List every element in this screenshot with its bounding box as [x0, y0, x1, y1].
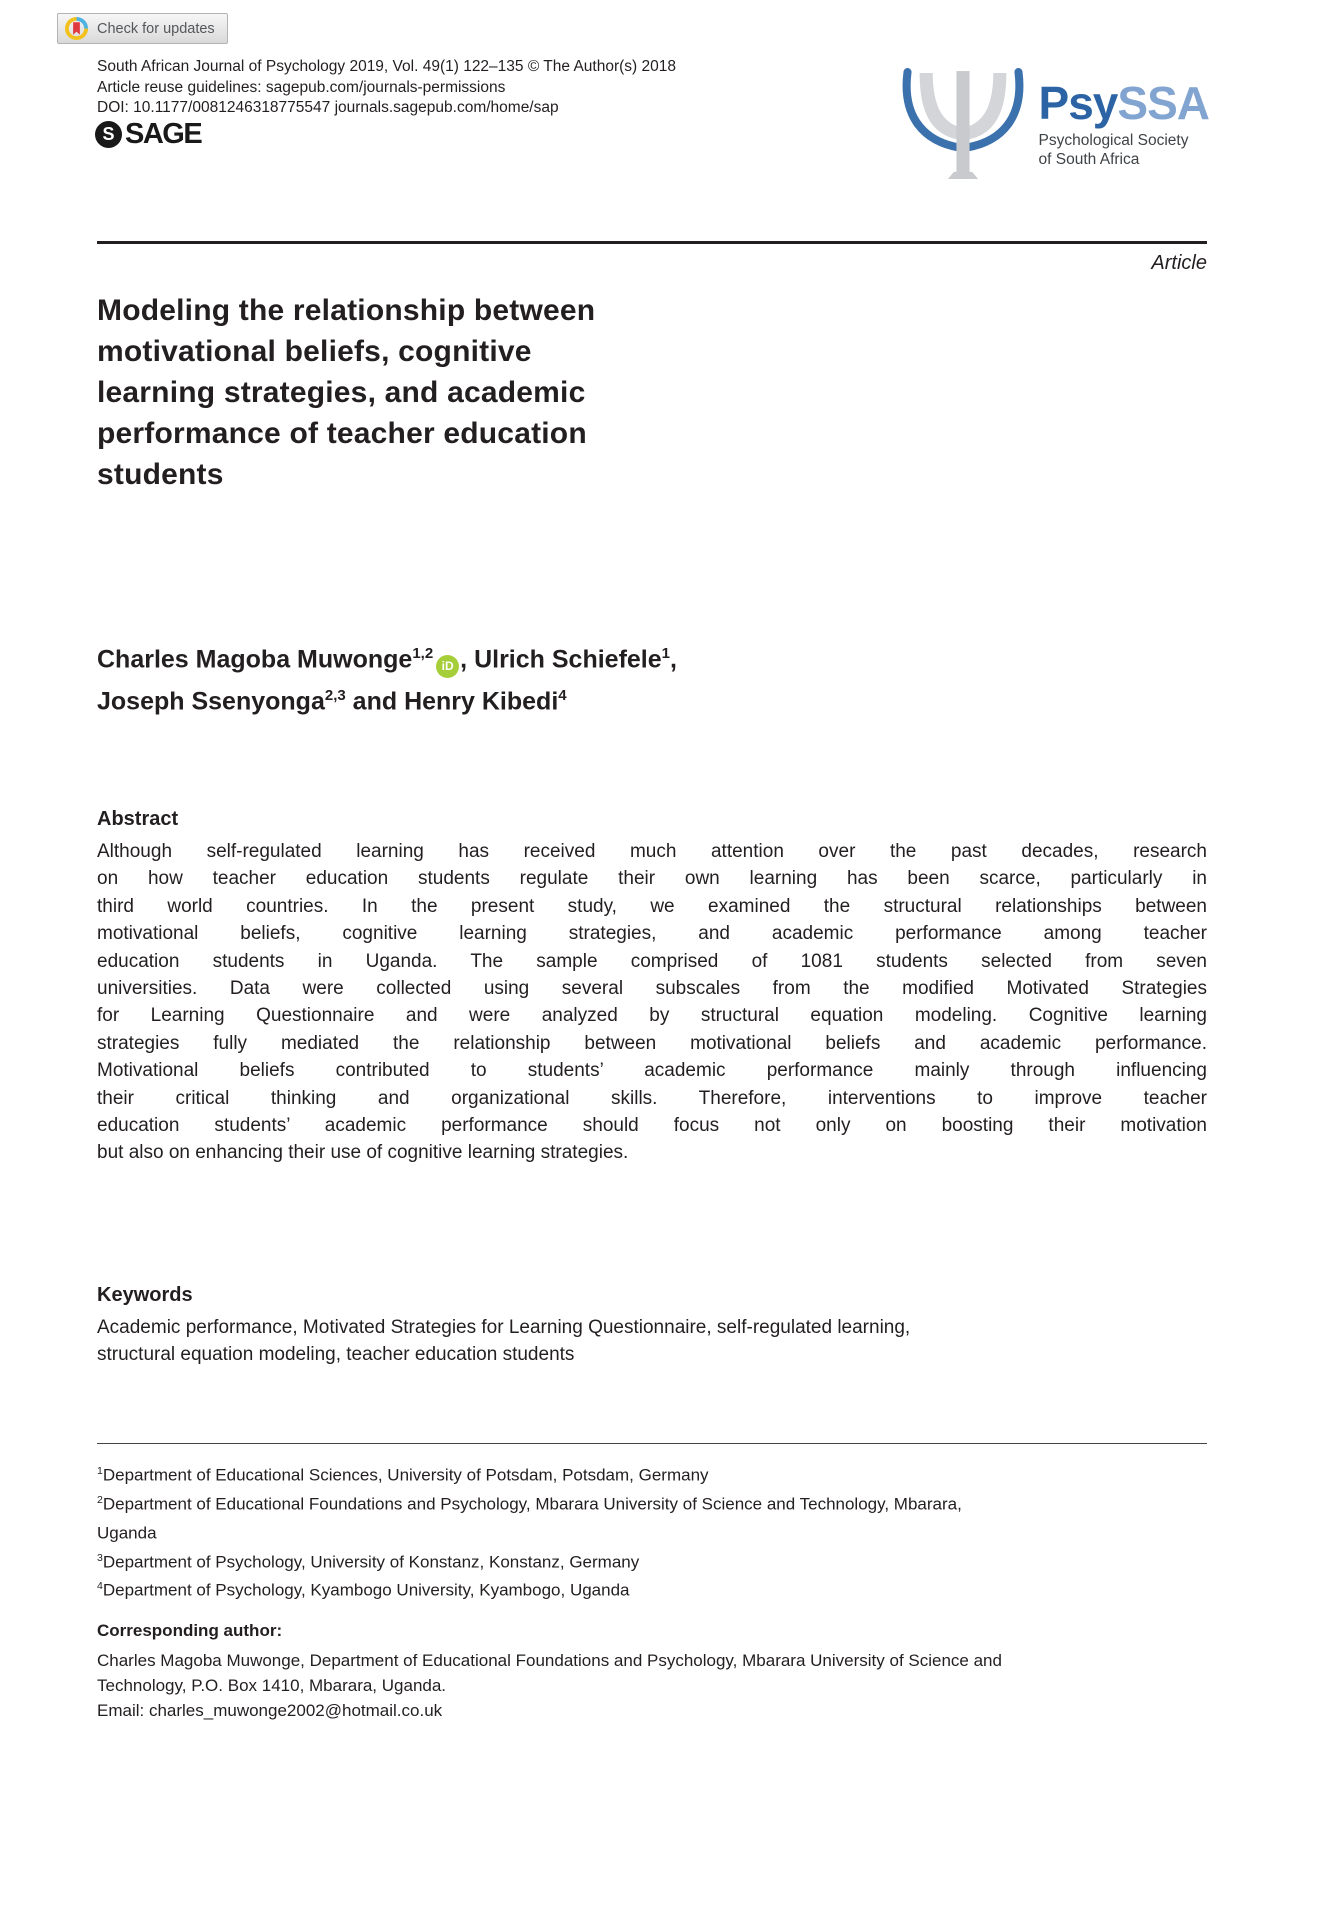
sage-logo-icon: S [95, 121, 122, 148]
author-affil-sup: 1 [661, 645, 670, 662]
keywords-line: Academic performance, Motivated Strategies for Learning Questionnaire, self-regulated learning, [97, 1317, 911, 1338]
psyssa-psi-icon [897, 66, 1029, 180]
psyssa-wordmark: PsySSA [1038, 77, 1209, 129]
author-list [97, 636, 1207, 719]
orcid-icon[interactable]: iD [436, 655, 459, 678]
abstract-line: third world countries. In the present study, we examined the structural relationships between [97, 895, 1207, 917]
corresponding-line: Email: charles_muwonge2002@hotmail.co.uk [97, 1701, 443, 1721]
affiliation-line: $^4$Department of Psychology, Kyambogo University, Kyambogo, Uganda [97, 1580, 630, 1601]
page-title: Modeling the relationship between motivational beliefs, cognitive learning strategies, and academic performance of teacher education students [97, 294, 596, 491]
article-type-label: Article [1151, 252, 1207, 274]
corresponding-line: Technology, P.O. Box 1410, Mbarara, Uganda. [97, 1676, 447, 1696]
author-affil-sup: 2,3 [324, 686, 346, 704]
abstract-line: Motivational beliefs contributed to students’ academic performance mainly through influencing [97, 1060, 1207, 1082]
journal-masthead [97, 57, 676, 119]
sage-wordmark: SAGE [125, 118, 202, 150]
psyssa-tagline: Psychological Society of South Africa [1038, 132, 1189, 168]
author-line-1 [97, 636, 1207, 678]
abstract-line: Although self-regulated learning has received much attention over the past decades, research [97, 841, 1207, 862]
abstract-line: but also on enhancing their use of cognitive learning strategies. [97, 1142, 629, 1164]
author-line-2 [97, 678, 1207, 719]
affiliations-list [97, 1459, 1207, 1603]
abstract-line: motivational beliefs, cognitive learning strategies, and academic performance among teacher [97, 923, 1207, 945]
check-for-updates-button[interactable] [57, 13, 228, 44]
author-name: Henry Kibedi [404, 687, 559, 716]
abstract-heading: Abstract [97, 808, 179, 830]
keywords-heading: Keywords [97, 1284, 193, 1306]
keywords-text [97, 1314, 1207, 1369]
abstract-line: education students’ academic performance should focus not only on boosting their motivation [97, 1115, 1207, 1137]
affiliation-line: $^3$Department of Psychology, University of Konstanz, Konstanz, Germany [97, 1551, 640, 1572]
corresponding-line: Charles Magoba Muwonge, Department of Educational Foundations and Psychology, Mbarara University of Science and [97, 1651, 1002, 1670]
author-name: Joseph Ssenyonga [97, 687, 325, 716]
author-connector: and [345, 687, 405, 716]
author-name: Charles Magoba Muwonge [97, 645, 413, 674]
footnote-rule [97, 1443, 1207, 1444]
author-separator: , [460, 645, 475, 674]
corresponding-author-heading: Corresponding author: [97, 1621, 283, 1640]
sage-logo [95, 118, 201, 151]
abstract-line: on how teacher education students regulate their own learning has been scarce, particularly in [97, 868, 1207, 890]
author-affil-sup: 4 [558, 686, 567, 704]
doi-line: DOI: 10.1177/0081246318775547 journals.sagepub.com/home/sap [97, 99, 559, 116]
author-affil-sup: 1,2 [412, 645, 434, 662]
author-separator: , [670, 645, 677, 674]
affiliation-line: $^2$Department of Educational Foundations and Psychology, Mbarara University of Science and Technology, Mbarara, [97, 1493, 962, 1514]
psyssa-text-block [1038, 77, 1209, 169]
check-for-updates-label: Check for updates [97, 20, 215, 37]
abstract-text [97, 838, 1207, 1167]
psyssa-logo [897, 66, 1209, 180]
abstract-line: their critical thinking and organizational skills. Therefore, interventions to improve teacher [97, 1087, 1207, 1109]
crossmark-icon [64, 16, 89, 41]
header-rule [97, 241, 1207, 244]
keywords-line: structural equation modeling, teacher education students [97, 1344, 575, 1366]
abstract-line: for Learning Questionnaire and were analyzed by structural equation modeling. Cognitive learning [97, 1005, 1207, 1027]
abstract-line: universities. Data were collected using several subscales from the modified Motivated Strategies [97, 978, 1207, 1000]
affiliation-line: Uganda [97, 1523, 157, 1543]
journal-citation-line: South African Journal of Psychology 2019, Vol. 49(1) 122–135 © The Author(s) 2018 [97, 58, 676, 75]
reuse-guidelines-line: Article reuse guidelines: sagepub.com/journals-permissions [97, 78, 506, 96]
abstract-line: education students in Uganda. The sample comprised of 1081 students selected from seven [97, 950, 1207, 972]
abstract-line: strategies fully mediated the relationship between motivational beliefs and academic performance. [97, 1032, 1207, 1054]
corresponding-author-text [97, 1648, 1207, 1724]
affiliation-line: $^1$Department of Educational Sciences, University of Potsdam, Potsdam, Germany [97, 1465, 709, 1485]
author-name: Ulrich Schiefele [474, 645, 662, 674]
